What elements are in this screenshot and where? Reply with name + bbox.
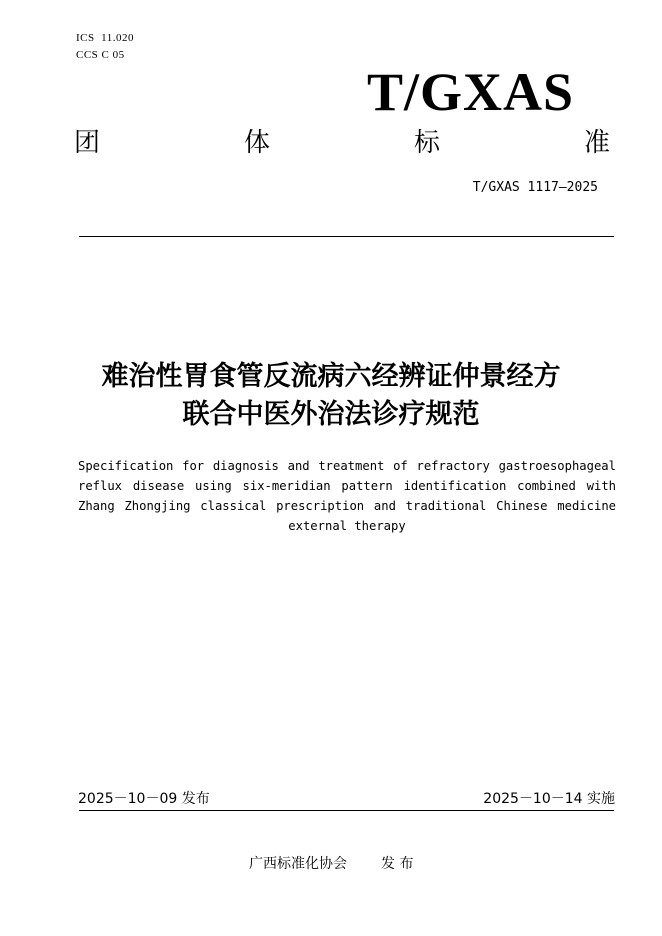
header-divider — [79, 236, 614, 237]
standard-type-char: 团 — [74, 128, 101, 158]
chinese-title — [0, 358, 662, 434]
standard-type — [74, 126, 610, 160]
ics-code: ICS 11.020 — [76, 32, 134, 44]
standard-brand-mark: T/GXAS — [366, 62, 574, 122]
footer-divider — [79, 810, 614, 811]
publisher-line — [249, 854, 413, 874]
standard-number: T/GXAS 1117—2025 — [472, 180, 598, 195]
english-title: Specification for diagnosis and treatment of refractory gastroesophageal reflux disease using six-meridian pattern identification combined with Zhang Zhongjing classical prescription and traditional Chinese medicine external therapy — [78, 459, 616, 533]
publisher-name: 广西标准化协会 — [249, 856, 347, 872]
issue-date: 2025－10－09 发布 — [78, 791, 210, 807]
ccs-code: CCS C 05 — [76, 49, 125, 61]
standard-type-char: 准 — [583, 128, 610, 158]
chinese-title-line-1: 难治性胃食管反流病六经辨证仲景经方 — [101, 361, 561, 392]
publish-verb: 发 布 — [381, 856, 414, 872]
standard-type-char: 标 — [413, 128, 440, 158]
standard-type-char: 体 — [243, 128, 270, 158]
implementation-date: 2025－10－14 实施 — [483, 791, 615, 807]
chinese-title-line-2: 联合中医外治法诊疗规范 — [182, 399, 480, 430]
